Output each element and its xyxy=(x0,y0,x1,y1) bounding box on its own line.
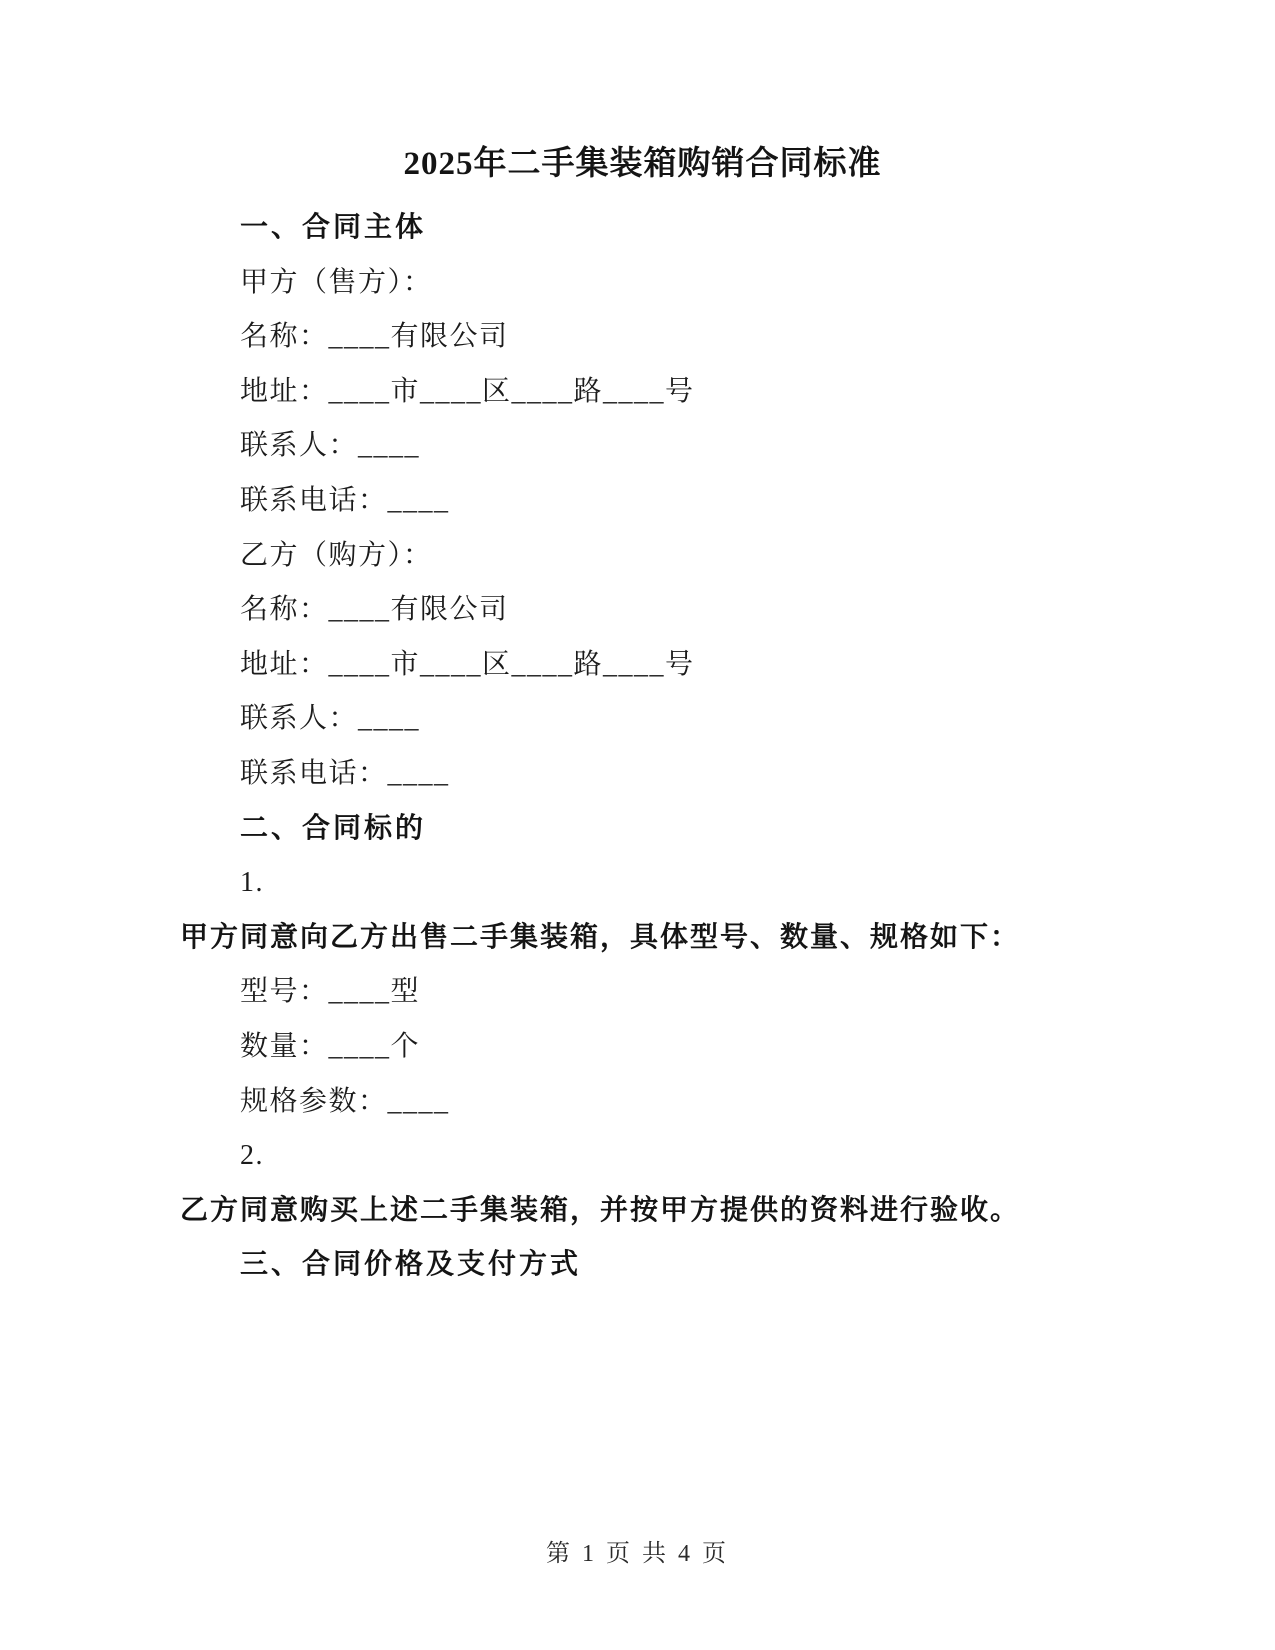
document-body xyxy=(180,201,1125,1293)
party-b-address-field: 地址：____市____区____路____号 xyxy=(240,648,695,680)
party-b-label: 乙方（购方）： xyxy=(240,539,433,571)
party-a-contact-field: 联系人：____ xyxy=(240,430,421,462)
party-b-contact-field: 联系人：____ xyxy=(240,703,421,735)
section-heading-price-payment: 三、合同价格及支付方式 xyxy=(240,1249,582,1281)
clause-2-text: 乙方同意购买上述二手集装箱，并按甲方提供的资料进行验收。 xyxy=(180,1194,1021,1226)
party-b-name-field: 名称：____有限公司 xyxy=(240,594,509,626)
document-title: 2025年二手集装箱购销合同标准 xyxy=(403,146,882,182)
page-number-footer: 第 1 页 共 4 页 xyxy=(546,1541,729,1567)
party-a-label: 甲方（售方）： xyxy=(240,266,433,298)
container-quantity-field: 数量：____个 xyxy=(240,1030,421,1062)
section-heading-contract-parties: 一、合同主体 xyxy=(240,212,427,243)
party-a-name-field: 名称：____有限公司 xyxy=(240,321,509,353)
clause-1-text: 甲方同意向乙方出售二手集装箱，具体型号、数量、规格如下： xyxy=(180,921,1021,953)
container-model-field: 型号：____型 xyxy=(240,976,421,1008)
party-a-address-field: 地址：____市____区____路____号 xyxy=(240,375,695,407)
clause-number-1: 1. xyxy=(240,867,264,899)
clause-number-2: 2. xyxy=(240,1140,264,1172)
container-spec-field: 规格参数：____ xyxy=(240,1085,450,1117)
section-heading-contract-subject: 二、合同标的 xyxy=(240,812,427,844)
party-a-phone-field: 联系电话：____ xyxy=(240,484,450,516)
party-b-phone-field: 联系电话：____ xyxy=(240,757,450,789)
